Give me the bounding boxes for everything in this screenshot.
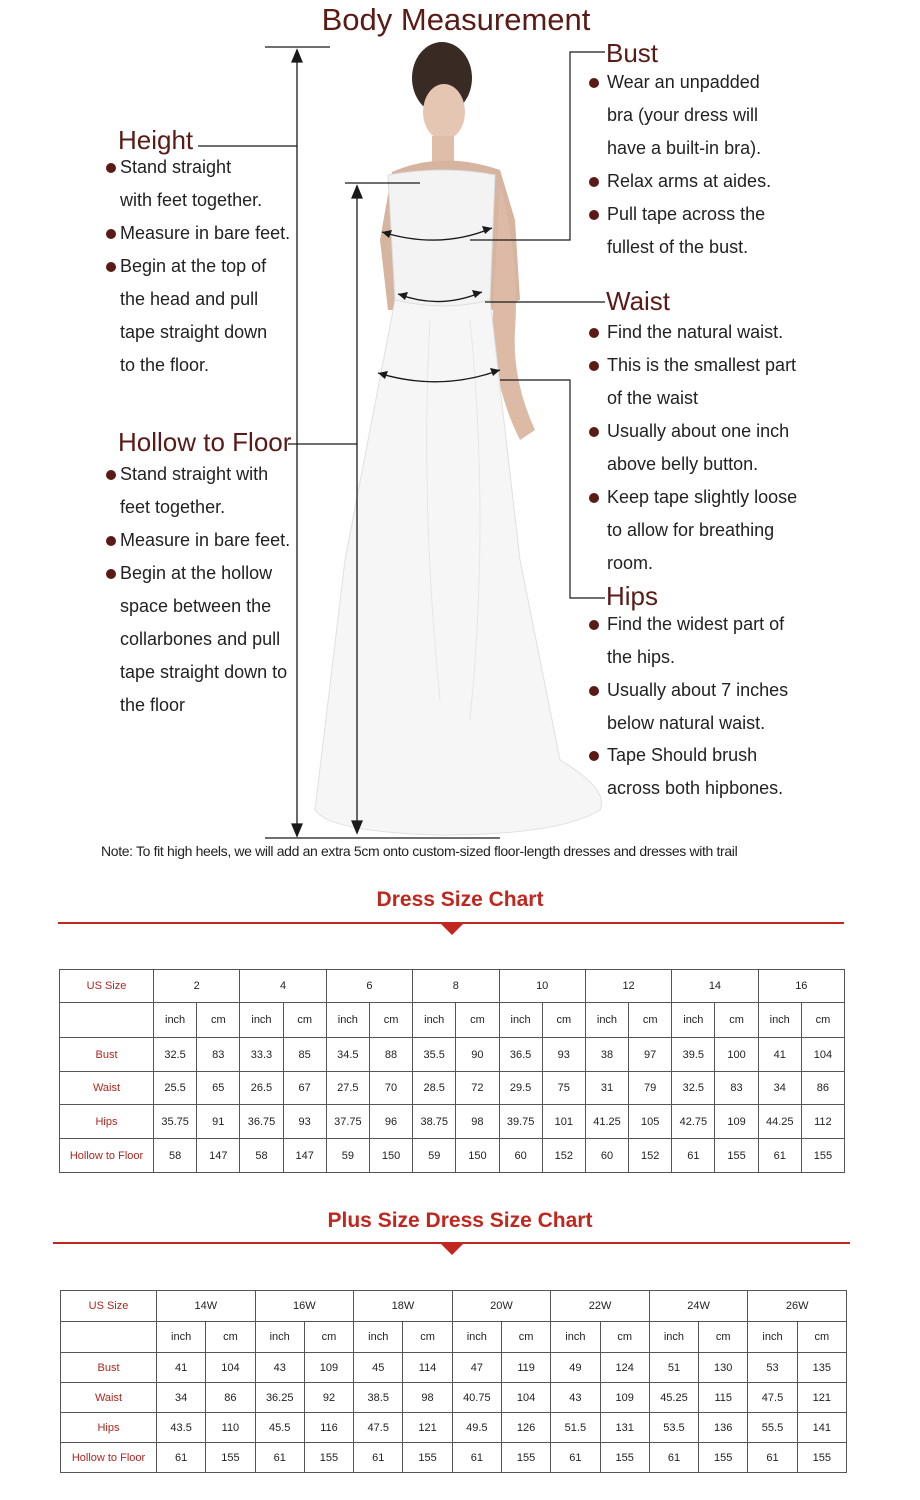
unit-header: cm	[797, 1322, 846, 1353]
unit-header: cm	[801, 1003, 844, 1038]
size-header: 8	[413, 970, 499, 1003]
table-row	[61, 1443, 847, 1473]
table-cell: 119	[501, 1353, 550, 1383]
table-cell: 61	[157, 1443, 206, 1473]
table-cell: 61	[551, 1443, 600, 1473]
waist-line: Find the natural waist.	[607, 322, 784, 342]
unit-header: cm	[501, 1322, 550, 1353]
hollow-line: Begin at the hollow	[120, 563, 273, 583]
table-cell: 45.25	[649, 1383, 698, 1413]
unit-header: inch	[585, 1003, 628, 1038]
row-label: Bust	[61, 1353, 157, 1383]
hollow-line: tape straight down to	[120, 662, 288, 682]
bullet-dot	[589, 493, 599, 503]
table-cell: 155	[206, 1443, 255, 1473]
table-cell: 98	[456, 1105, 499, 1139]
bust-line: Relax arms at aides.	[607, 171, 772, 191]
table-row	[60, 1139, 845, 1173]
hollow-line: Measure in bare feet.	[120, 530, 291, 550]
table-cell: 116	[304, 1413, 353, 1443]
bullet-dot	[589, 210, 599, 220]
table-row	[61, 1353, 847, 1383]
unit-header-row	[60, 1003, 845, 1038]
hollow-line: Stand straight with	[120, 464, 269, 484]
table-cell: 42.75	[672, 1105, 715, 1139]
table-cell: 38.5	[354, 1383, 403, 1413]
us-size-label: US Size	[60, 970, 154, 1003]
table-cell: 155	[600, 1443, 649, 1473]
bullet-dot	[106, 470, 116, 480]
table-cell: 110	[206, 1413, 255, 1443]
plus-chart-title: Plus Size Dress Size Chart	[327, 1209, 593, 1232]
size-header: 12	[585, 970, 671, 1003]
table-cell: 88	[369, 1038, 412, 1072]
unit-header: inch	[157, 1322, 206, 1353]
table-cell: 43	[551, 1383, 600, 1413]
table-cell: 147	[283, 1139, 326, 1173]
model-illustration	[315, 42, 602, 835]
table-cell: 45.5	[255, 1413, 304, 1443]
table-cell: 67	[283, 1072, 326, 1105]
table-cell: 49	[551, 1353, 600, 1383]
row-label: Hips	[61, 1413, 157, 1443]
table-cell: 155	[403, 1443, 452, 1473]
table-cell: 25.5	[154, 1072, 197, 1105]
table-cell: 27.5	[326, 1072, 369, 1105]
bust-line: Pull tape across the	[607, 204, 766, 224]
bullet-dot	[106, 536, 116, 546]
bust-title: Bust	[606, 38, 659, 68]
height-line: to the floor.	[120, 355, 210, 375]
table-cell: 44.25	[758, 1105, 801, 1139]
hips-line: Tape Should brush	[607, 745, 758, 765]
size-header: 18W	[354, 1291, 453, 1322]
table-cell: 61	[255, 1443, 304, 1473]
table-cell: 47.5	[354, 1413, 403, 1443]
bullet-dot	[589, 328, 599, 338]
table-row	[61, 1383, 847, 1413]
table-cell: 32.5	[154, 1038, 197, 1072]
table-cell: 91	[197, 1105, 240, 1139]
table-cell: 93	[283, 1105, 326, 1139]
bust-line: fullest of the bust.	[607, 237, 749, 257]
table-cell: 131	[600, 1413, 649, 1443]
table-cell: 43.5	[157, 1413, 206, 1443]
page-title: Body Measurement	[321, 2, 591, 37]
size-header: 10	[499, 970, 585, 1003]
bust-line: bra (your dress will	[607, 105, 759, 125]
unit-header: cm	[715, 1003, 758, 1038]
table-cell: 155	[715, 1139, 758, 1173]
height-line: Measure in bare feet.	[120, 223, 291, 243]
waist-line: Keep tape slightly loose	[607, 487, 798, 507]
height-line: with feet together.	[120, 190, 263, 210]
table-cell: 150	[369, 1139, 412, 1173]
bust-line: have a built-in bra).	[607, 138, 762, 158]
table-cell: 47	[452, 1353, 501, 1383]
table-cell: 155	[304, 1443, 353, 1473]
table-cell: 53.5	[649, 1413, 698, 1443]
height-line: the head and pull	[120, 289, 259, 309]
table-cell: 155	[801, 1139, 844, 1173]
table-cell: 75	[542, 1072, 585, 1105]
table-cell: 61	[672, 1139, 715, 1173]
table-cell: 124	[600, 1353, 649, 1383]
table-cell: 90	[456, 1038, 499, 1072]
height-line: Stand straight	[120, 157, 232, 177]
unit-header: inch	[255, 1322, 304, 1353]
us-size-label: US Size	[61, 1291, 157, 1322]
table-cell: 29.5	[499, 1072, 542, 1105]
table-cell: 33.3	[240, 1038, 283, 1072]
table-cell: 79	[629, 1072, 672, 1105]
table-cell: 135	[797, 1353, 846, 1383]
unit-header: inch	[154, 1003, 197, 1038]
plus-size-table	[60, 1290, 847, 1473]
table-cell: 152	[629, 1139, 672, 1173]
table-cell: 152	[542, 1139, 585, 1173]
table-cell: 61	[758, 1139, 801, 1173]
divider-arrow-icon	[440, 1243, 464, 1255]
table-cell: 58	[240, 1139, 283, 1173]
table-row	[61, 1413, 847, 1443]
table-cell: 47.5	[748, 1383, 797, 1413]
height-line: tape straight down	[120, 322, 268, 342]
table-cell: 104	[501, 1383, 550, 1413]
hips-line: across both hipbones.	[607, 778, 784, 798]
size-header: 14W	[157, 1291, 256, 1322]
table-row	[60, 1105, 845, 1139]
table-cell: 96	[369, 1105, 412, 1139]
table-cell: 38.75	[413, 1105, 456, 1139]
table-cell: 155	[699, 1443, 748, 1473]
hollow-line: the floor	[120, 695, 186, 715]
table-cell: 28.5	[413, 1072, 456, 1105]
row-label: Waist	[60, 1072, 154, 1105]
bullet-dot	[106, 262, 116, 272]
table-cell: 105	[629, 1105, 672, 1139]
bullet-dot	[589, 361, 599, 371]
table-cell: 36.75	[240, 1105, 283, 1139]
table-cell: 86	[206, 1383, 255, 1413]
table-cell: 104	[206, 1353, 255, 1383]
table-cell: 65	[197, 1072, 240, 1105]
table-cell: 34	[157, 1383, 206, 1413]
size-header: 16	[758, 970, 844, 1003]
table-cell: 141	[797, 1413, 846, 1443]
waist-line: of the waist	[607, 388, 699, 408]
table-cell: 59	[413, 1139, 456, 1173]
table-cell: 61	[649, 1443, 698, 1473]
unit-header: inch	[240, 1003, 283, 1038]
table-cell: 35.75	[154, 1105, 197, 1139]
table-cell: 85	[283, 1038, 326, 1072]
waist-line: to allow for breathing	[607, 520, 775, 540]
table-cell: 43	[255, 1353, 304, 1383]
waist-line: Usually about one inch	[607, 421, 790, 441]
table-row	[60, 1072, 845, 1105]
table-cell: 93	[542, 1038, 585, 1072]
size-header-row	[60, 970, 845, 1003]
dress-size-table	[59, 969, 845, 1173]
unit-header: cm	[206, 1322, 255, 1353]
table-cell: 155	[501, 1443, 550, 1473]
table-cell: 45	[354, 1353, 403, 1383]
table-cell: 101	[542, 1105, 585, 1139]
table-cell: 83	[197, 1038, 240, 1072]
empty-cell	[60, 1003, 154, 1038]
size-header: 16W	[255, 1291, 354, 1322]
row-label: Waist	[61, 1383, 157, 1413]
size-header: 22W	[551, 1291, 650, 1322]
unit-header: cm	[197, 1003, 240, 1038]
row-label: Hollow to Floor	[61, 1443, 157, 1473]
table-cell: 61	[748, 1443, 797, 1473]
table-cell: 121	[797, 1383, 846, 1413]
hollow-line: collarbones and pull	[120, 629, 281, 649]
size-header: 26W	[748, 1291, 847, 1322]
bullet-dot	[589, 177, 599, 187]
table-cell: 61	[354, 1443, 403, 1473]
unit-header: cm	[283, 1003, 326, 1038]
table-cell: 41	[157, 1353, 206, 1383]
size-header-row	[61, 1291, 847, 1322]
size-header: 24W	[649, 1291, 748, 1322]
table-cell: 60	[585, 1139, 628, 1173]
dress-chart-title: Dress Size Chart	[376, 888, 544, 911]
waist-line: above belly button.	[607, 454, 759, 474]
table-cell: 38	[585, 1038, 628, 1072]
table-cell: 26.5	[240, 1072, 283, 1105]
unit-header: cm	[456, 1003, 499, 1038]
unit-header: inch	[413, 1003, 456, 1038]
table-cell: 39.75	[499, 1105, 542, 1139]
table-cell: 36.25	[255, 1383, 304, 1413]
bullet-dot	[589, 620, 599, 630]
unit-header: cm	[304, 1322, 353, 1353]
table-cell: 39.5	[672, 1038, 715, 1072]
hips-line: Usually about 7 inches	[607, 680, 789, 700]
table-cell: 112	[801, 1105, 844, 1139]
unit-header: inch	[649, 1322, 698, 1353]
hollow-title: Hollow to Floor	[118, 427, 292, 457]
unit-header: cm	[542, 1003, 585, 1038]
table-cell: 92	[304, 1383, 353, 1413]
waist-line: room.	[607, 553, 654, 573]
bullet-dot	[589, 427, 599, 437]
table-cell: 100	[715, 1038, 758, 1072]
size-header: 6	[326, 970, 412, 1003]
hollow-line: space between the	[120, 596, 272, 616]
table-cell: 31	[585, 1072, 628, 1105]
size-header: 4	[240, 970, 326, 1003]
table-cell: 41.25	[585, 1105, 628, 1139]
bullet-dot	[106, 163, 116, 173]
size-header: 2	[154, 970, 240, 1003]
size-header: 20W	[452, 1291, 551, 1322]
unit-header: cm	[369, 1003, 412, 1038]
row-label: Hollow to Floor	[60, 1139, 154, 1173]
unit-header-row	[61, 1322, 847, 1353]
table-cell: 121	[403, 1413, 452, 1443]
bullet-dot	[106, 569, 116, 579]
unit-header: inch	[452, 1322, 501, 1353]
bullet-dot	[589, 686, 599, 696]
table-cell: 41	[758, 1038, 801, 1072]
unit-header: inch	[758, 1003, 801, 1038]
table-cell: 51.5	[551, 1413, 600, 1443]
hips-line: the hips.	[607, 647, 676, 667]
unit-header: inch	[748, 1322, 797, 1353]
table-cell: 34.5	[326, 1038, 369, 1072]
bullet-dot	[589, 78, 599, 88]
height-line: Begin at the top of	[120, 256, 267, 276]
table-cell: 34	[758, 1072, 801, 1105]
table-cell: 37.75	[326, 1105, 369, 1139]
hollow-line: feet together.	[120, 497, 226, 517]
table-cell: 114	[403, 1353, 452, 1383]
row-label: Bust	[60, 1038, 154, 1072]
table-cell: 51	[649, 1353, 698, 1383]
table-cell: 147	[197, 1139, 240, 1173]
unit-header: inch	[551, 1322, 600, 1353]
table-cell: 109	[304, 1353, 353, 1383]
bust-line: Wear an unpadded	[607, 72, 760, 92]
table-cell: 60	[499, 1139, 542, 1173]
table-cell: 86	[801, 1072, 844, 1105]
table-cell: 130	[699, 1353, 748, 1383]
table-cell: 104	[801, 1038, 844, 1072]
waist-line: This is the smallest part	[607, 355, 797, 375]
unit-header: cm	[403, 1322, 452, 1353]
row-label: Hips	[60, 1105, 154, 1139]
bullet-dot	[589, 751, 599, 761]
table-cell: 126	[501, 1413, 550, 1443]
table-cell: 83	[715, 1072, 758, 1105]
unit-header: inch	[499, 1003, 542, 1038]
table-cell: 109	[600, 1383, 649, 1413]
unit-header: cm	[600, 1322, 649, 1353]
table-cell: 58	[154, 1139, 197, 1173]
empty-cell	[61, 1322, 157, 1353]
table-cell: 36.5	[499, 1038, 542, 1072]
table-cell: 32.5	[672, 1072, 715, 1105]
table-cell: 155	[797, 1443, 846, 1473]
unit-header: inch	[354, 1322, 403, 1353]
table-row	[60, 1038, 845, 1072]
table-cell: 136	[699, 1413, 748, 1443]
table-cell: 55.5	[748, 1413, 797, 1443]
table-cell: 61	[452, 1443, 501, 1473]
table-cell: 150	[456, 1139, 499, 1173]
divider-arrow-icon	[440, 923, 464, 935]
bullet-dot	[106, 229, 116, 239]
table-cell: 70	[369, 1072, 412, 1105]
table-cell: 53	[748, 1353, 797, 1383]
table-cell: 40.75	[452, 1383, 501, 1413]
table-cell: 49.5	[452, 1413, 501, 1443]
waist-title: Waist	[606, 286, 671, 316]
height-title: Height	[118, 125, 194, 155]
unit-header: cm	[699, 1322, 748, 1353]
unit-header: inch	[672, 1003, 715, 1038]
table-cell: 72	[456, 1072, 499, 1105]
hips-title: Hips	[606, 581, 659, 611]
size-header: 14	[672, 970, 758, 1003]
table-cell: 109	[715, 1105, 758, 1139]
heels-note: Note: To fit high heels, we will add an extra 5cm onto custom-sized floor-length dresses and dresses with trail	[101, 843, 738, 859]
hips-line: below natural waist.	[607, 713, 766, 733]
table-cell: 115	[699, 1383, 748, 1413]
table-cell: 35.5	[413, 1038, 456, 1072]
hips-line: Find the widest part of	[607, 614, 785, 634]
table-cell: 97	[629, 1038, 672, 1072]
table-cell: 59	[326, 1139, 369, 1173]
unit-header: inch	[326, 1003, 369, 1038]
unit-header: cm	[629, 1003, 672, 1038]
table-cell: 98	[403, 1383, 452, 1413]
